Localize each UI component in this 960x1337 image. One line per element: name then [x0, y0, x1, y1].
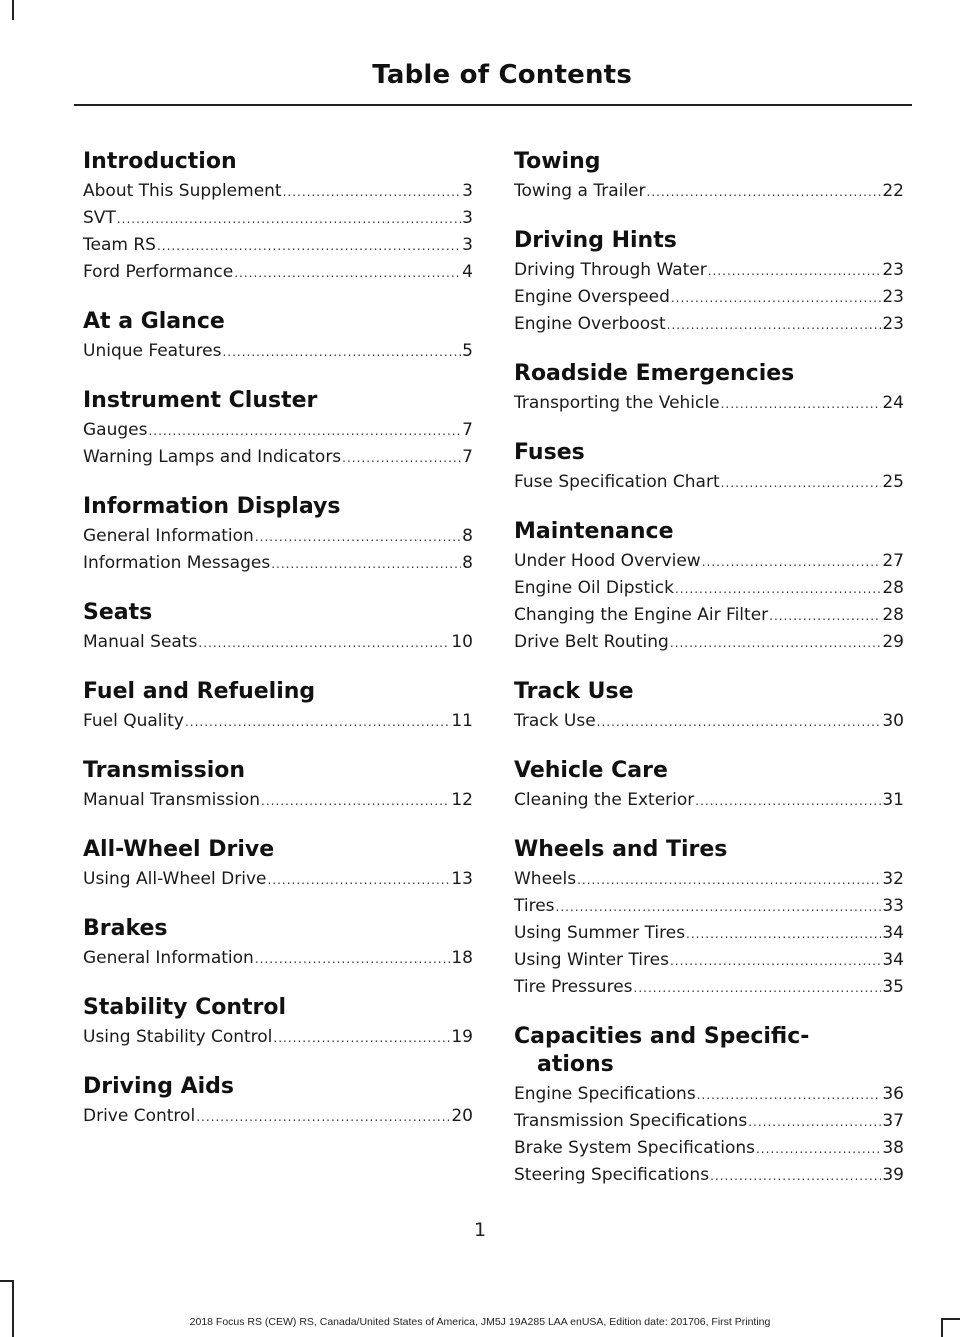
toc-entry[interactable]: [514, 708, 904, 735]
toc-section: [83, 757, 473, 814]
dot-leader: [597, 709, 882, 735]
toc-entry-label: Using All-Wheel Drive: [83, 869, 267, 889]
toc-entry[interactable]: [514, 311, 904, 338]
toc-entry-page: 12: [451, 790, 473, 810]
toc-entry-label: Manual Seats: [83, 632, 198, 652]
toc-entry-label: Ford Performance: [83, 262, 234, 282]
toc-entry-label: Drive Belt Routing: [514, 632, 669, 652]
toc-entry-label: Tire Pressures: [514, 977, 633, 997]
dot-leader: [577, 867, 881, 893]
dot-leader: [185, 709, 450, 735]
toc-section: [514, 836, 904, 1001]
toc-entry-label: Under Hood Overview: [514, 551, 701, 571]
toc-section: [83, 836, 473, 893]
toc-entry-label: Gauges: [83, 420, 148, 440]
toc-entry-page: 13: [451, 869, 473, 889]
section-heading-text: All-Wheel Drive: [83, 837, 275, 862]
dot-leader: [686, 921, 881, 947]
toc-column-left: [83, 148, 473, 1152]
section-heading[interactable]: [514, 518, 904, 546]
dot-leader: [721, 391, 882, 417]
dot-leader: [283, 179, 462, 205]
toc-entry-page: 28: [882, 578, 904, 598]
toc-entry[interactable]: [514, 1081, 904, 1108]
dot-leader: [671, 285, 881, 311]
toc-entry-label: Changing the Engine Air Filter: [514, 605, 769, 625]
section-heading[interactable]: [514, 836, 904, 864]
section-heading-text: Maintenance: [514, 519, 674, 544]
crop-mark: [12, 1280, 14, 1337]
section-heading-text: Driving Aids: [83, 1074, 235, 1099]
section-heading-text: At a Glance: [83, 309, 225, 334]
toc-entry-page: 3: [462, 208, 473, 228]
toc-entry-page: 8: [462, 553, 473, 573]
toc-column-right: [514, 148, 904, 1211]
toc-entry[interactable]: [83, 444, 473, 471]
dot-leader: [342, 445, 461, 471]
section-heading-text: Seats: [83, 600, 153, 625]
toc-entry-page: 24: [882, 393, 904, 413]
section-heading[interactable]: [514, 678, 904, 706]
toc-entry[interactable]: [83, 1103, 473, 1130]
section-heading[interactable]: [83, 994, 473, 1022]
section-heading[interactable]: [514, 439, 904, 467]
dot-leader: [769, 603, 881, 629]
toc-entry-page: 39: [882, 1165, 904, 1185]
toc-section: [83, 994, 473, 1051]
toc-section: [514, 678, 904, 735]
toc-entry[interactable]: [514, 866, 904, 893]
toc-entry[interactable]: [514, 469, 904, 496]
toc-entry-page: 23: [882, 287, 904, 307]
toc-entry[interactable]: [514, 575, 904, 602]
toc-entry-label: Wheels: [514, 869, 577, 889]
section-heading-text: Stability Control: [83, 995, 287, 1020]
toc-section: [83, 493, 473, 577]
toc-entry-page: 20: [451, 1106, 473, 1126]
toc-section: [83, 678, 473, 735]
section-heading[interactable]: [83, 493, 473, 521]
dot-leader: [675, 576, 881, 602]
edition-footer: 2018 Focus RS (CEW) RS, Canada/United States of America, JM5J 19A285 LAA enUSA, Edition date: 201706, First Printing: [189, 1316, 771, 1328]
toc-section: [514, 360, 904, 417]
page-number: 1: [473, 1219, 487, 1241]
toc-entry-label: Fuel Quality: [83, 711, 184, 731]
toc-entry[interactable]: [83, 178, 473, 205]
toc-entry-label: Engine Overspeed: [514, 287, 670, 307]
toc-entry-page: 34: [882, 923, 904, 943]
toc-entry-page: 7: [462, 420, 473, 440]
dot-leader: [556, 894, 882, 920]
toc-entry-page: 23: [882, 314, 904, 334]
section-heading[interactable]: [514, 360, 904, 388]
page-title: Table of Contents: [372, 60, 632, 90]
dot-leader: [670, 630, 882, 656]
toc-entry-page: 7: [462, 447, 473, 467]
dot-leader: [234, 260, 461, 286]
dot-leader: [148, 418, 461, 444]
toc-entry-label: Transporting the Vehicle: [514, 393, 720, 413]
toc-section: [514, 439, 904, 496]
dot-leader: [273, 1025, 450, 1051]
toc-section: [83, 1073, 473, 1130]
toc-section: [83, 915, 473, 972]
section-heading-text: Capacities and Specific-: [514, 1024, 810, 1049]
toc-entry-label: SVT: [83, 208, 116, 228]
toc-entry-page: 10: [451, 632, 473, 652]
toc-entry[interactable]: [83, 787, 473, 814]
toc-entry[interactable]: [514, 602, 904, 629]
dot-leader: [756, 1136, 881, 1162]
dot-leader: [271, 551, 461, 577]
header-divider: [74, 104, 912, 106]
section-heading[interactable]: [83, 836, 473, 864]
section-heading[interactable]: [83, 387, 473, 415]
toc-entry-label: Drive Control: [83, 1106, 196, 1126]
dot-leader: [117, 206, 461, 232]
toc-entry[interactable]: [83, 338, 473, 365]
toc-entry-label: Warning Lamps and Indicators: [83, 447, 342, 467]
section-heading[interactable]: [514, 1023, 904, 1079]
toc-entry-label: Engine Overboost: [514, 314, 666, 334]
toc-entry-label: Using Stability Control: [83, 1027, 273, 1047]
toc-entry[interactable]: [83, 523, 473, 550]
toc-entry-label: Engine Specifications: [514, 1084, 696, 1104]
toc-section: [514, 148, 904, 205]
dot-leader: [267, 867, 450, 893]
toc-entry[interactable]: [514, 284, 904, 311]
toc-entry-label: Track Use: [514, 711, 596, 731]
toc-section: [83, 387, 473, 471]
section-heading-text: Fuses: [514, 440, 585, 465]
dot-leader: [667, 312, 882, 338]
toc-entry[interactable]: [514, 548, 904, 575]
dot-leader: [222, 339, 461, 365]
dot-leader: [157, 233, 461, 259]
section-heading-text: Instrument Cluster: [83, 388, 318, 413]
toc-entry-label: Fuse Specification Chart: [514, 472, 720, 492]
section-heading[interactable]: [83, 915, 473, 943]
section-heading-text: Information Displays: [83, 494, 341, 519]
toc-entry-label: About This Supplement: [83, 181, 282, 201]
toc-entry-label: Driving Through Water: [514, 260, 707, 280]
section-heading-text: Driving Hints: [514, 228, 677, 253]
section-heading[interactable]: [83, 308, 473, 336]
dot-leader: [198, 630, 450, 656]
toc-entry[interactable]: [514, 178, 904, 205]
section-heading-text: Wheels and Tires: [514, 837, 728, 862]
toc-entry-page: 11: [451, 711, 473, 731]
toc-section: [83, 308, 473, 365]
toc-entry-label: Towing a Trailer: [514, 181, 646, 201]
toc-entry[interactable]: [83, 708, 473, 735]
toc-entry[interactable]: [514, 920, 904, 947]
crop-mark: [0, 1280, 14, 1282]
toc-entry-label: Cleaning the Exterior: [514, 790, 695, 810]
section-heading[interactable]: [83, 678, 473, 706]
toc-entry[interactable]: [514, 1108, 904, 1135]
toc-entry-page: 30: [882, 711, 904, 731]
toc-entry-page: 18: [451, 948, 473, 968]
dot-leader: [710, 1163, 881, 1189]
toc-entry[interactable]: [514, 974, 904, 1001]
toc-entry-page: 25: [882, 472, 904, 492]
dot-leader: [697, 1082, 882, 1108]
toc-entry-label: General Information: [83, 526, 254, 546]
toc-entry-label: Steering Specifications: [514, 1165, 710, 1185]
toc-entry-page: 37: [882, 1111, 904, 1131]
section-heading[interactable]: [83, 599, 473, 627]
toc-entry-page: 22: [882, 181, 904, 201]
toc-entry-page: 38: [882, 1138, 904, 1158]
section-heading-text: Vehicle Care: [514, 758, 668, 783]
toc-entry-page: 27: [882, 551, 904, 571]
toc-entry-label: Using Summer Tires: [514, 923, 686, 943]
dot-leader: [196, 1104, 450, 1130]
toc-section: [514, 227, 904, 338]
dot-leader: [695, 788, 881, 814]
section-heading-text: Fuel and Refueling: [83, 679, 316, 704]
toc-entry-page: 4: [462, 262, 473, 282]
toc-entry[interactable]: [83, 417, 473, 444]
section-heading-text: Roadside Emergencies: [514, 361, 795, 386]
dot-leader: [255, 946, 451, 972]
toc-entry[interactable]: [83, 205, 473, 232]
toc-entry-label: General Information: [83, 948, 254, 968]
toc-entry-page: 3: [462, 235, 473, 255]
toc-entry-page: 19: [451, 1027, 473, 1047]
section-heading-text: Brakes: [83, 916, 168, 941]
toc-entry[interactable]: [514, 390, 904, 417]
dot-leader: [634, 975, 882, 1001]
toc-entry-label: Tires: [514, 896, 555, 916]
toc-entry[interactable]: [83, 550, 473, 577]
toc-entry-page: 32: [882, 869, 904, 889]
toc-entry-page: 3: [462, 181, 473, 201]
toc-entry-page: 34: [882, 950, 904, 970]
toc-entry-page: 35: [882, 977, 904, 997]
section-heading[interactable]: [514, 148, 904, 176]
toc-entry[interactable]: [514, 893, 904, 920]
dot-leader: [670, 948, 881, 974]
section-heading-text: Introduction: [83, 149, 237, 174]
toc-entry[interactable]: [514, 947, 904, 974]
toc-entry-label: Team RS: [83, 235, 156, 255]
toc-entry[interactable]: [83, 259, 473, 286]
section-heading[interactable]: [83, 148, 473, 176]
toc-section: [83, 599, 473, 656]
toc-entry-label: Manual Transmission: [83, 790, 260, 810]
toc-entry-page: 5: [462, 341, 473, 361]
section-heading-text: Towing: [514, 149, 601, 174]
toc-entry-page: 29: [882, 632, 904, 652]
toc-entry[interactable]: [83, 866, 473, 893]
section-heading-text: Track Use: [514, 679, 634, 704]
toc-entry-page: 23: [882, 260, 904, 280]
toc-entry[interactable]: [514, 787, 904, 814]
toc-entry-label: Information Messages: [83, 553, 271, 573]
toc-entry[interactable]: [83, 629, 473, 656]
toc-entry[interactable]: [83, 1024, 473, 1051]
toc-entry[interactable]: [514, 629, 904, 656]
toc-entry[interactable]: [514, 1162, 904, 1189]
dot-leader: [647, 179, 882, 205]
toc-entry[interactable]: [83, 945, 473, 972]
toc-entry-page: 28: [882, 605, 904, 625]
toc-entry[interactable]: [83, 232, 473, 259]
dot-leader: [261, 788, 450, 814]
section-heading[interactable]: [83, 1073, 473, 1101]
toc-section: [514, 518, 904, 656]
toc-entry-page: 36: [882, 1084, 904, 1104]
section-heading[interactable]: [83, 757, 473, 785]
toc-entry-label: Brake System Specifications: [514, 1138, 755, 1158]
section-heading[interactable]: [514, 227, 904, 255]
toc-section: [514, 1023, 904, 1189]
toc-entry-page: 33: [882, 896, 904, 916]
dot-leader: [748, 1109, 881, 1135]
toc-entry-label: Transmission Specifications: [514, 1111, 748, 1131]
dot-leader: [702, 549, 882, 575]
dot-leader: [255, 524, 461, 550]
crop-mark: [12, 0, 14, 20]
toc-section: [83, 148, 473, 286]
dot-leader: [721, 470, 882, 496]
toc-entry-page: 31: [882, 790, 904, 810]
toc-entry[interactable]: [514, 257, 904, 284]
toc-entry[interactable]: [514, 1135, 904, 1162]
dot-leader: [708, 258, 882, 284]
section-heading-text: Transmission: [83, 758, 246, 783]
toc-entry-page: 8: [462, 526, 473, 546]
toc-entry-label: Engine Oil Dipstick: [514, 578, 674, 598]
section-heading-continuation: ations: [537, 1052, 614, 1077]
section-heading[interactable]: [514, 757, 904, 785]
toc-entry-label: Unique Features: [83, 341, 222, 361]
toc-entry-label: Using Winter Tires: [514, 950, 669, 970]
toc-section: [514, 757, 904, 814]
